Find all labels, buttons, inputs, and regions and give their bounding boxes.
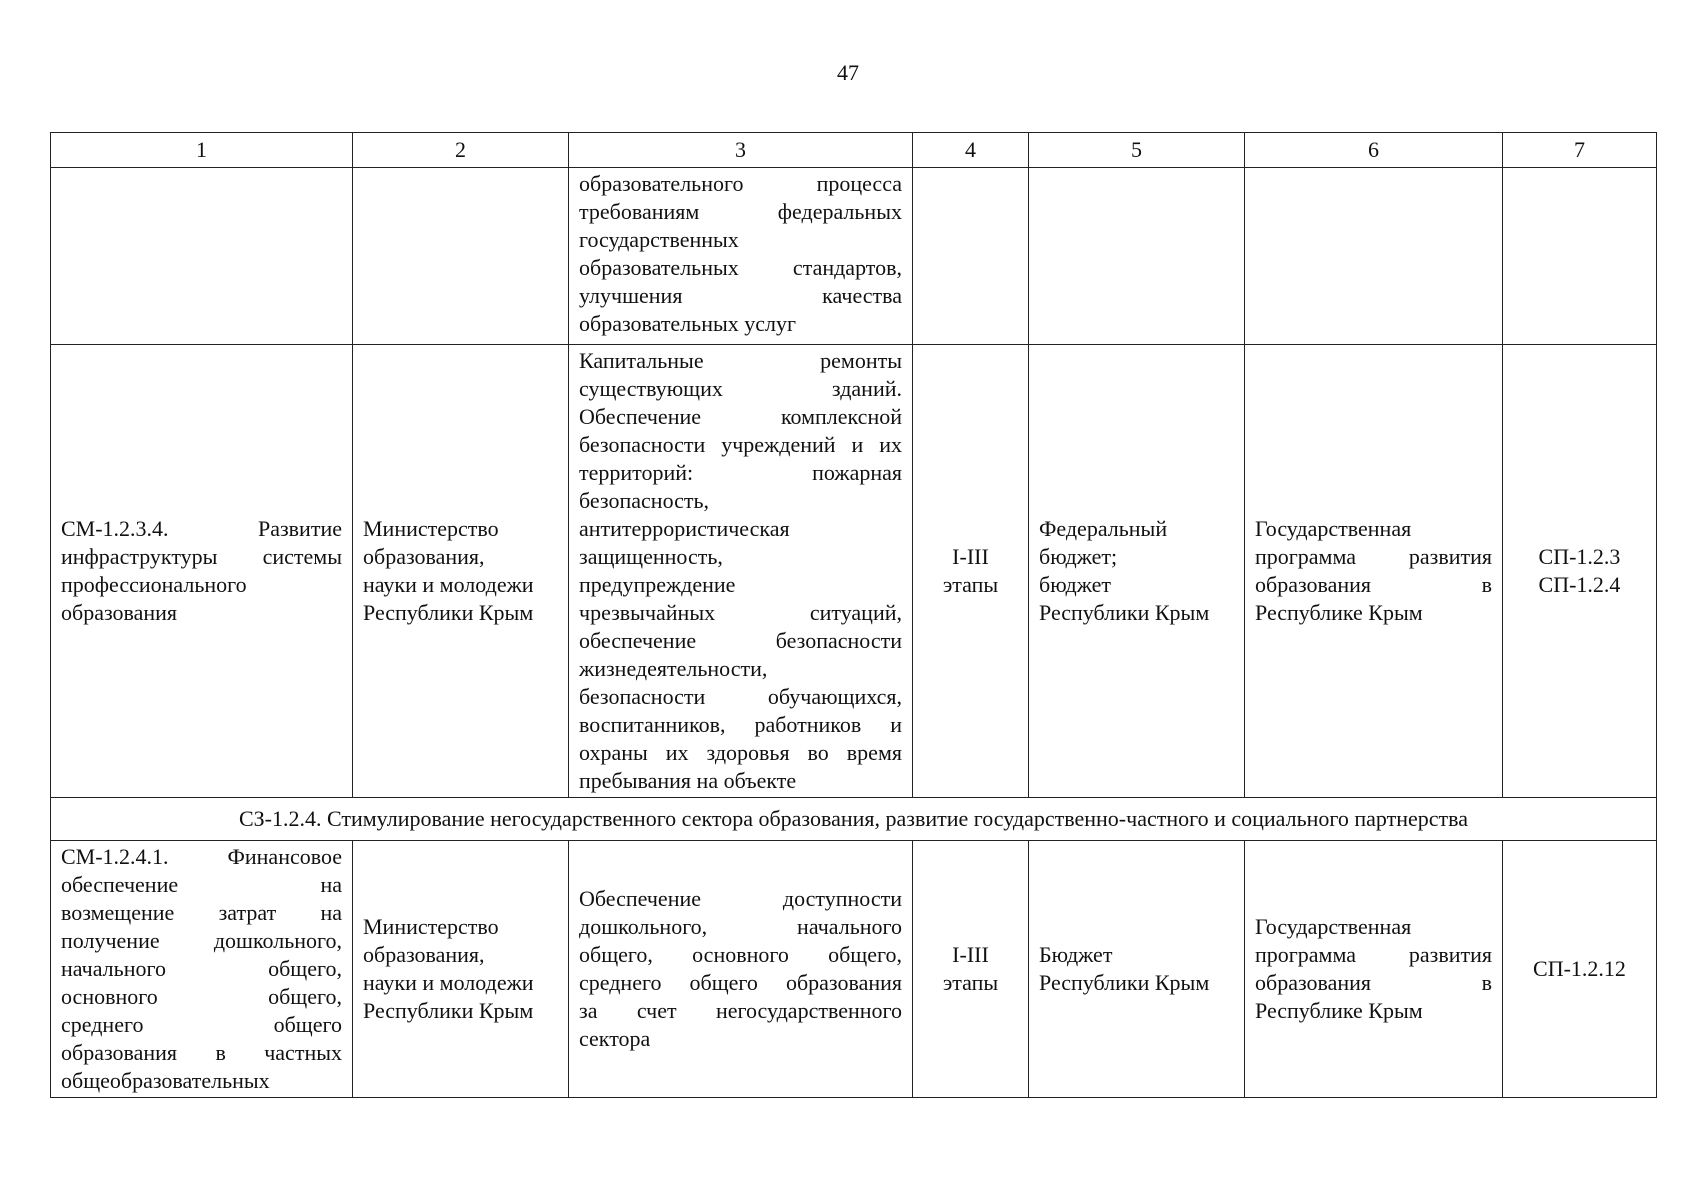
- table-row-continuation: [51, 168, 1657, 345]
- cell-text-line: Министерство: [363, 914, 499, 939]
- cell-text-line: этапы: [942, 970, 999, 995]
- cell-program: [1245, 345, 1503, 798]
- cell-text-line: программа развития: [1255, 942, 1492, 967]
- cell-text-line: I-III: [952, 544, 989, 569]
- cell-text-line: Республики Крым: [363, 600, 534, 625]
- page-number: 47: [837, 60, 859, 85]
- cell-text-line: образовательных услуг: [579, 311, 797, 336]
- cell-funding: [1029, 168, 1245, 345]
- cell-text-line: бюджет;: [1039, 544, 1118, 569]
- cell-text-line: безопасности учреждений и их: [579, 432, 902, 457]
- cell-text-line: образовательного процесса: [579, 171, 902, 196]
- cell-text-line: образования в: [1255, 572, 1492, 597]
- cell-text-line: Государственная: [1255, 914, 1412, 939]
- table-row-section-heading: [51, 798, 1657, 841]
- cell-text-line: обеспечение на: [61, 872, 342, 897]
- cell-period: [913, 168, 1029, 345]
- cell-period: [913, 345, 1029, 798]
- cell-measure: [51, 841, 353, 1098]
- cell-result: [569, 168, 913, 345]
- cell-text-line: науки и молодежи: [363, 970, 534, 995]
- header-col-2: 2: [353, 133, 569, 168]
- cell-text-line: образования: [61, 600, 178, 625]
- cell-text-line: улучшения качества: [579, 283, 902, 308]
- cell-measure: [51, 345, 353, 798]
- cell-text-line: Республики Крым: [1039, 600, 1210, 625]
- cell-text-line: СП-1.2.12: [1533, 956, 1626, 981]
- cell-text-line: чрезвычайных ситуаций,: [579, 600, 902, 625]
- cell-text-line: сектора: [579, 1026, 651, 1051]
- cell-text-line: образования,: [363, 544, 485, 569]
- cell-text-line: безопасности обучающихся,: [579, 684, 902, 709]
- cell-text-line: охраны их здоровья во время: [579, 740, 902, 765]
- cell-text-line: государственных: [579, 227, 739, 252]
- cell-text-line: СП-1.2.4: [1538, 572, 1621, 597]
- program-table: [50, 132, 1657, 1098]
- table-row-cm-1-2-3-4: [51, 345, 1657, 798]
- header-col-1: 1: [51, 133, 353, 168]
- cell-text-line: предупреждение: [579, 572, 736, 597]
- cell-text-line: СМ-1.2.4.1. Финансовое: [61, 844, 342, 869]
- cell-text-line: безопасность,: [579, 488, 710, 513]
- cell-text-line: СП-1.2.3: [1538, 544, 1621, 569]
- cell-text-line: воспитанников, работников и: [579, 712, 902, 737]
- cell-text-line: Республики Крым: [363, 998, 534, 1023]
- cell-text-line: Капитальные ремонты: [579, 348, 902, 373]
- cell-text-line: среднего общего образования: [579, 970, 902, 995]
- cell-executor: [353, 841, 569, 1098]
- cell-reference: [1503, 345, 1657, 798]
- cell-text-line: жизнедеятельности,: [579, 656, 768, 681]
- header-col-3: 3: [569, 133, 913, 168]
- cell-text-line: Государственная: [1255, 516, 1412, 541]
- cell-text-line: профессионального: [61, 572, 247, 597]
- cell-text-line: образования в: [1255, 970, 1492, 995]
- cell-text-line: образования,: [363, 942, 485, 967]
- cell-text-line: образовательных стандартов,: [579, 255, 902, 280]
- cell-text-line: общего, основного общего,: [579, 942, 902, 967]
- cell-executor: [353, 345, 569, 798]
- cell-text-line: Республики Крым: [1039, 970, 1210, 995]
- cell-text-line: за счет негосударственного: [579, 998, 902, 1023]
- header-col-6: 6: [1245, 133, 1503, 168]
- table-row-cm-1-2-4-1: [51, 841, 1657, 1098]
- cell-text-line: возмещение затрат на: [61, 900, 342, 925]
- cell-text-line: Министерство: [363, 516, 499, 541]
- cell-text-line: основного общего,: [61, 984, 342, 1009]
- cell-text-line: бюджет: [1039, 572, 1111, 597]
- cell-executor: [353, 168, 569, 345]
- cell-text-line: инфраструктуры системы: [61, 544, 342, 569]
- cell-text-line: образования в частных: [61, 1040, 342, 1065]
- cell-text-line: Обеспечение комплексной: [579, 404, 902, 429]
- cell-program: [1245, 168, 1503, 345]
- cell-text-line: I-III: [952, 942, 989, 967]
- cell-text-line: существующих зданий.: [579, 376, 902, 401]
- cell-text-line: программа развития: [1255, 544, 1492, 569]
- header-col-7: 7: [1503, 133, 1657, 168]
- cell-result: [569, 345, 913, 798]
- header-col-4: 4: [913, 133, 1029, 168]
- section-heading-cell: СЗ-1.2.4. Стимулирование негосударственного сектора образования, развитие государственно-частного и социального партнерства: [51, 798, 1657, 841]
- cell-measure: [51, 168, 353, 345]
- cell-text-line: Федеральный: [1039, 516, 1168, 541]
- cell-text-line: получение дошкольного,: [61, 928, 342, 953]
- header-col-5: 5: [1029, 133, 1245, 168]
- cell-text-line: науки и молодежи: [363, 572, 534, 597]
- cell-text-line: общеобразовательных: [61, 1068, 270, 1093]
- cell-text-line: Республике Крым: [1255, 600, 1423, 625]
- header-row: [51, 133, 1657, 168]
- cell-result: [569, 841, 913, 1098]
- cell-text-line: пребывания на объекте: [579, 768, 797, 793]
- cell-funding: [1029, 841, 1245, 1098]
- cell-text-line: Бюджет: [1039, 942, 1113, 967]
- cell-text-line: СМ-1.2.3.4. Развитие: [61, 516, 342, 541]
- cell-text-line: дошкольного, начального: [579, 914, 902, 939]
- cell-text-line: обеспечение безопасности: [579, 628, 902, 653]
- cell-text-line: этапы: [942, 572, 999, 597]
- cell-text-line: территорий: пожарная: [579, 460, 902, 485]
- cell-text-line: среднего общего: [61, 1012, 342, 1037]
- cell-text-line: начального общего,: [61, 956, 342, 981]
- cell-text-line: Республике Крым: [1255, 998, 1423, 1023]
- cell-text-line: требованиям федеральных: [579, 199, 902, 224]
- cell-text-line: защищенность,: [579, 544, 723, 569]
- cell-text-line: антитеррористическая: [579, 516, 790, 541]
- cell-program: [1245, 841, 1503, 1098]
- cell-period: [913, 841, 1029, 1098]
- cell-reference: [1503, 841, 1657, 1098]
- cell-funding: [1029, 345, 1245, 798]
- cell-text-line: Обеспечение доступности: [579, 886, 902, 911]
- cell-reference: [1503, 168, 1657, 345]
